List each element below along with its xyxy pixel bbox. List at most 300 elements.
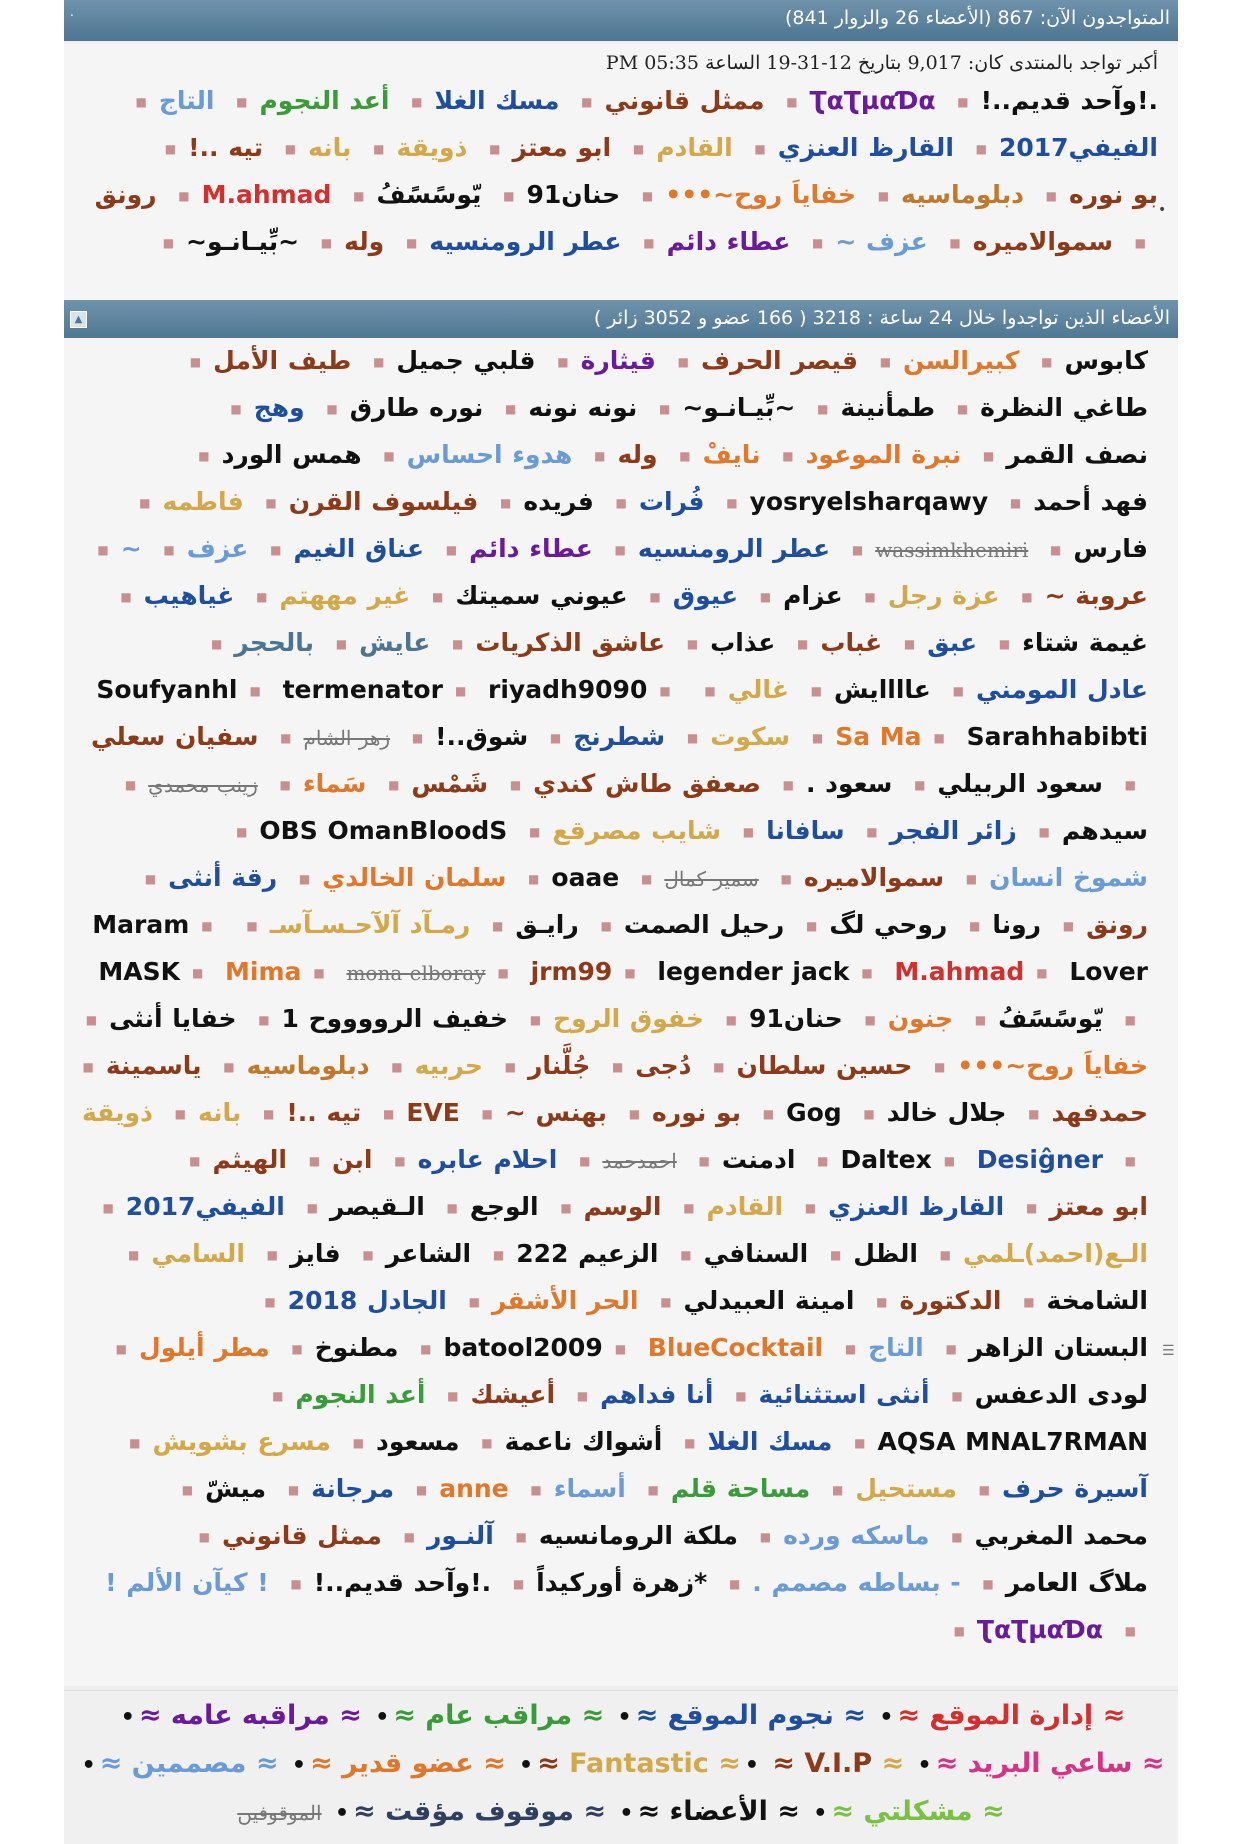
member-link[interactable]: سفيان سعلي [91, 722, 259, 751]
usergroup-label[interactable]: ≈ مشكلتي ≈ [831, 1796, 1005, 1827]
member-link[interactable]: نونه نونه [528, 393, 638, 422]
member-link[interactable]: M.ahmad [894, 957, 1025, 986]
separator-bullet-icon: ■ [1134, 236, 1146, 250]
separator-bullet-icon: ■ [279, 778, 291, 792]
member-link[interactable]: حمدفهد [1051, 1098, 1148, 1127]
member-link[interactable]: صعفق طاش كندي [533, 769, 761, 798]
member-link[interactable]: مستحيل [855, 1474, 957, 1503]
separator-bullet-icon: ■ [829, 1248, 842, 1262]
separator-bullet-icon: ■ [492, 919, 504, 933]
member-link[interactable]: yosryelsharqawy [749, 487, 989, 516]
member-link[interactable]: كابوس [1064, 346, 1148, 375]
separator-bullet-icon: ■ [659, 684, 671, 698]
member-link[interactable]: همس الورد [221, 440, 362, 469]
member-link[interactable]: فيلسوف القرن [288, 487, 479, 516]
today-visitors-title: الأعضاء الذين تواجدوا خلال 24 ساعة : 3218 ( 166 عضو و 3052 زائر ) [593, 307, 1170, 329]
member-link[interactable]: عزف ~ [835, 227, 928, 256]
member-link[interactable]: غباب [820, 628, 883, 657]
member-link[interactable]: ماسكه ورده [783, 1521, 930, 1550]
member-link[interactable]: القادم [656, 133, 733, 162]
member-link[interactable]: امينة العبيدلي [683, 1286, 855, 1315]
separator-bullet-icon: ■ [415, 1483, 428, 1497]
member-link[interactable]: مسرع بشويش [152, 1427, 331, 1456]
member-link[interactable]: Maram [92, 910, 190, 939]
member-link[interactable]: دُجى [635, 1051, 692, 1080]
member-link[interactable]: فريده [523, 487, 594, 516]
member-link[interactable]: قلبي جميل [396, 346, 536, 375]
member-link[interactable]: دبلوماسيه [901, 180, 1024, 209]
member-link[interactable]: رايـق [515, 910, 579, 939]
member-link[interactable]: بالحجر [234, 628, 315, 657]
online-now-panel [64, 44, 1178, 300]
member-link[interactable]: EVE [406, 1098, 460, 1127]
header-dot: . [70, 5, 74, 19]
member-link[interactable]: batool2009 [443, 1333, 603, 1362]
member-link[interactable]: غياهيب [143, 581, 235, 610]
separator-bullet-icon: ■ [528, 872, 540, 886]
legend-separator-dot-icon: • [375, 1705, 390, 1730]
member-link[interactable]: ƮαƮµαƊα [976, 1615, 1103, 1644]
member-link[interactable]: زينب محمدي [148, 773, 258, 797]
member-link[interactable]: نوره طارق [349, 393, 484, 422]
list-icon: ☰ [1162, 1343, 1175, 1359]
member-link[interactable]: الفيفي2017 [125, 1192, 285, 1221]
member-link[interactable]: M.ahmad [201, 180, 332, 209]
separator-bullet-icon: ■ [560, 1201, 572, 1215]
member-link[interactable]: الظل [853, 1239, 918, 1268]
member-link[interactable]: تيه ..! [286, 1098, 362, 1127]
member-link[interactable]: طيف الأمل [213, 346, 352, 375]
member-link[interactable]: عناق الغيم [293, 534, 425, 563]
member-link[interactable]: BlueCocktail [647, 1333, 824, 1362]
member-link[interactable]: الفيفي2017 [998, 133, 1158, 162]
separator-bullet-icon: ■ [468, 1295, 480, 1309]
usergroup-label[interactable]: ≈ Fantastic ≈ [569, 1748, 905, 1779]
usergroup-label[interactable]: ≈ إدارة الموقع ≈ [897, 1700, 1126, 1731]
member-link[interactable]: سعود الربيلي [937, 769, 1103, 798]
member-link[interactable]: عاشق الذكريات [475, 628, 666, 657]
member-link[interactable]: قيثارة [580, 346, 656, 375]
member-link[interactable]: legender jack [657, 957, 850, 986]
separator-bullet-icon: ■ [129, 1436, 141, 1450]
member-link[interactable]: رقة أنثى [168, 863, 278, 892]
legend-separator-dot-icon: • [617, 1705, 632, 1730]
member-link[interactable]: الـقيصر [329, 1192, 425, 1221]
member-link[interactable]: هدوء احساس [406, 440, 573, 469]
separator-bullet-icon: ■ [1124, 1154, 1136, 1168]
separator-bullet-icon: ■ [728, 1577, 741, 1591]
member-link[interactable]: أسماء [553, 1474, 626, 1503]
separator-bullet-icon: ■ [704, 684, 716, 698]
separator-bullet-icon: ■ [726, 496, 738, 510]
usergroup-label[interactable]: ≈ ساعي البريد ≈ [935, 1748, 1165, 1779]
member-link[interactable]: بانه [198, 1098, 242, 1127]
collapse-toggle-icon[interactable]: ▲ [70, 311, 87, 328]
usergroup-label[interactable]: ≈ نجوم الموقع ≈ [635, 1700, 866, 1731]
member-link[interactable]: ƮαƮµαƊα [809, 86, 936, 115]
member-link[interactable]: وله [617, 440, 658, 469]
member-link[interactable]: احمدحمد [602, 1149, 677, 1173]
member-link[interactable]: لودى الدعفس [974, 1380, 1148, 1409]
separator-bullet-icon: ■ [198, 1530, 210, 1544]
member-link[interactable]: Gog [786, 1098, 842, 1127]
member-link[interactable]: بهنس ~ [504, 1098, 607, 1127]
member-link[interactable]: شايب مصرقع [552, 816, 721, 845]
separator-bullet-icon: ■ [864, 590, 876, 604]
legend-separator-dot-icon: • [917, 1753, 932, 1778]
member-link[interactable]: مطنوخ [314, 1333, 399, 1362]
member-link[interactable]: سَماء [302, 769, 367, 798]
member-link[interactable]: anne [439, 1474, 509, 1503]
panel-bullet-icon: • [1158, 202, 1167, 218]
member-link[interactable]: .!وآحد قديم..! [313, 1568, 492, 1597]
separator-bullet-icon: ■ [861, 966, 873, 980]
separator-bullet-icon: ■ [939, 1248, 951, 1262]
separator-bullet-icon: ■ [391, 1060, 403, 1074]
separator-bullet-icon: ■ [817, 1154, 829, 1168]
usergroup-label[interactable]: ≈ الأعضاء ≈ [637, 1796, 800, 1827]
member-link[interactable]: فارس [1073, 534, 1148, 563]
member-link[interactable]: شوق..! [435, 722, 529, 751]
member-link[interactable]: قيصر الحرف [700, 346, 858, 375]
separator-bullet-icon: ■ [647, 1483, 659, 1497]
member-link[interactable]: عطاء دائم [666, 227, 791, 256]
separator-bullet-icon: ■ [335, 637, 348, 651]
member-link[interactable]: خفيف الرووووح 1 [281, 1004, 509, 1033]
separator-bullet-icon: ■ [978, 1483, 991, 1497]
member-link[interactable]: سكوت [710, 722, 791, 751]
member-link[interactable]: Daltex [840, 1145, 932, 1174]
member-link[interactable]: riyadh9090 [488, 675, 648, 704]
member-link[interactable]: نايفْ [702, 440, 761, 469]
member-link[interactable]: وله [344, 227, 385, 256]
member-link[interactable]: عطاء دائم [469, 534, 593, 563]
member-link[interactable]: عطر الرومنسيه [637, 534, 831, 563]
separator-bullet-icon: ■ [759, 590, 772, 604]
separator-bullet-icon: ■ [313, 966, 325, 980]
usergroup-label[interactable]: ≈ V.I.P ≈ [537, 1748, 873, 1779]
member-link[interactable]: رونق [1086, 910, 1148, 939]
member-link[interactable]: الزعيم 222 [516, 1239, 659, 1268]
member-link[interactable]: عطر الرومنسيه [429, 227, 622, 256]
separator-bullet-icon: ■ [863, 1107, 875, 1121]
member-link[interactable]: ابو معتز [512, 133, 612, 162]
usergroup-label[interactable]: ≈ مراقبه عامه ≈ [138, 1700, 362, 1731]
member-link[interactable]: عاااايش [833, 675, 931, 704]
separator-bullet-icon: ■ [223, 1060, 235, 1074]
member-link[interactable]: محمد المغربي [974, 1521, 1148, 1550]
member-link[interactable]: رمـآد آلآحـسـآسـ [269, 910, 471, 939]
member-link[interactable]: ممثل قانوني [221, 1521, 382, 1550]
member-link[interactable]: فهد أحمد [1033, 487, 1148, 516]
member-link[interactable]: أشواك ناعمة [504, 1427, 663, 1456]
member-link[interactable]: Sa Ma [835, 722, 922, 751]
member-link[interactable]: عايش [359, 628, 431, 657]
separator-bullet-icon: ■ [431, 590, 444, 604]
member-link[interactable]: ابن [332, 1145, 373, 1174]
member-link[interactable]: غالي [727, 675, 789, 704]
member-link[interactable]: الهيثم [212, 1145, 287, 1174]
member-link[interactable]: ميشّ [205, 1474, 267, 1503]
member-link[interactable]: Mima [225, 957, 302, 986]
member-link[interactable]: رحيل الصمت [623, 910, 785, 939]
member-link[interactable]: الوجع [469, 1192, 539, 1221]
separator-bullet-icon: ■ [579, 1154, 591, 1168]
separator-bullet-icon: ■ [1009, 496, 1022, 510]
member-link[interactable]: فايز [289, 1239, 341, 1268]
member-link[interactable]: مسك الغلا [707, 1427, 833, 1456]
separator-bullet-icon: ■ [127, 1248, 140, 1262]
separator-bullet-icon: ■ [866, 825, 878, 839]
member-link[interactable]: الوسم [583, 1192, 662, 1221]
member-link[interactable]: روحي لگ [829, 910, 948, 939]
separator-bullet-icon: ■ [1038, 825, 1050, 839]
separator-bullet-icon: ■ [965, 872, 978, 886]
member-link[interactable]: التاج [868, 1333, 924, 1362]
member-link[interactable]: أنثى استثنائية [758, 1380, 930, 1409]
member-link[interactable]: رونا [992, 910, 1042, 939]
member-link[interactable]: الدكتورة [899, 1286, 1002, 1315]
member-link[interactable]: طاغي النظرة [980, 393, 1148, 422]
member-link[interactable]: - بساطه مصمم . [752, 1568, 961, 1597]
separator-bullet-icon: ■ [686, 637, 699, 651]
member-link[interactable]: الـع(احمد)ـلمي [962, 1239, 1148, 1268]
member-link[interactable]: أنا فداهم [600, 1380, 714, 1409]
member-link[interactable]: أعد النجوم [259, 86, 390, 115]
separator-bullet-icon: ■ [489, 142, 501, 156]
member-link[interactable]: القارظ العنزي [828, 1192, 1005, 1221]
member-link[interactable]: رونق [94, 180, 157, 209]
member-link[interactable]: حنان91 [526, 180, 621, 209]
member-link[interactable]: ذويقة [82, 1098, 153, 1127]
separator-bullet-icon: ■ [759, 1530, 772, 1544]
member-link[interactable]: جلال خالد [886, 1098, 1007, 1127]
separator-bullet-icon: ■ [263, 1107, 275, 1121]
member-link[interactable]: السامي [151, 1239, 245, 1268]
member-link[interactable]: احلام عابره [417, 1145, 558, 1174]
member-link[interactable]: التاج [158, 86, 215, 115]
member-link[interactable]: نصف القمر [1006, 440, 1148, 469]
member-link[interactable]: أعيشك [470, 1380, 556, 1409]
member-link[interactable]: دبلوماسيه [246, 1051, 370, 1080]
member-link[interactable]: مسعود [375, 1427, 460, 1456]
member-link[interactable]: مطر أيلول [139, 1333, 270, 1362]
member-link[interactable]: زائر الفجر [889, 816, 1017, 845]
member-link[interactable]: وهج [253, 393, 305, 422]
member-link[interactable]: خفوق الروح [553, 1004, 704, 1033]
today-members-list [70, 338, 1148, 1654]
member-link[interactable]: أعد النجوم [295, 1380, 426, 1409]
separator-bullet-icon: ■ [804, 1201, 817, 1215]
separator-bullet-icon: ■ [499, 496, 512, 510]
separator-bullet-icon: ■ [713, 1060, 725, 1074]
separator-bullet-icon: ■ [943, 1154, 956, 1168]
member-link[interactable]: سعود . [805, 769, 893, 798]
separator-bullet-icon: ■ [102, 1201, 114, 1215]
legend-separator-dot-icon: • [619, 1801, 634, 1826]
member-link[interactable]: عيوق [672, 581, 739, 610]
member-link[interactable]: ~بِّيـانـو~ [682, 393, 796, 422]
separator-bullet-icon: ■ [405, 236, 418, 250]
member-link[interactable]: *زهرة أوركيداً [536, 1568, 708, 1597]
separator-bullet-icon: ■ [982, 1577, 994, 1591]
member-link[interactable]: ممثل قانوني [604, 86, 765, 115]
member-link[interactable]: غيمة شتاء [1022, 628, 1148, 657]
separator-bullet-icon: ■ [903, 637, 916, 651]
separator-bullet-icon: ■ [373, 355, 385, 369]
member-link[interactable]: يّوسًسًفُ [998, 1004, 1103, 1033]
member-link[interactable]: شموخ انسان [989, 863, 1148, 892]
separator-bullet-icon: ■ [403, 1530, 415, 1544]
member-link[interactable]: jrm99 [530, 957, 613, 986]
member-link[interactable]: خفاياَ روح~••• [665, 180, 856, 209]
member-link[interactable]: Desiĝner [976, 1145, 1103, 1174]
separator-bullet-icon: ■ [786, 95, 798, 109]
member-link[interactable]: مسك الغلا [434, 86, 560, 115]
member-link[interactable]: Soufyanhl [96, 675, 238, 704]
member-link[interactable]: termenator [282, 675, 443, 704]
separator-bullet-icon: ■ [949, 236, 961, 250]
member-link[interactable]: oaae [551, 863, 620, 892]
separator-bullet-icon: ■ [420, 1342, 432, 1356]
member-link[interactable]: عروبة ~ [1044, 581, 1148, 610]
separator-bullet-icon: ■ [1045, 189, 1058, 203]
member-link[interactable]: الشامخة [1046, 1286, 1148, 1315]
usergroup-label[interactable]: ≈ مراقب عام ≈ [393, 1700, 605, 1731]
member-link[interactable]: عيوني سميتك [455, 581, 628, 610]
separator-bullet-icon: ■ [270, 543, 282, 557]
separator-bullet-icon: ■ [974, 1013, 987, 1027]
member-link[interactable]: طمأنينة [840, 393, 936, 422]
separator-bullet-icon: ■ [481, 1107, 493, 1121]
member-link[interactable]: القارظ العنزي [777, 133, 954, 162]
member-link[interactable]: كبيرالسن [903, 346, 1020, 375]
member-link[interactable]: سيدهم [1061, 816, 1148, 845]
member-link[interactable]: زهر الشام [303, 726, 391, 750]
member-link[interactable]: حربيه [414, 1051, 483, 1080]
separator-bullet-icon: ■ [844, 1342, 857, 1356]
member-link[interactable]: جُلَّنار [528, 1051, 591, 1080]
member-link[interactable]: سموالاميره [972, 227, 1113, 256]
member-link[interactable]: ملاگ العامر [1005, 1568, 1148, 1597]
member-link[interactable]: عادل المومني [975, 675, 1148, 704]
member-link[interactable]: الحر الأشقر [491, 1286, 639, 1315]
member-link[interactable]: عبق [927, 628, 978, 657]
member-link[interactable]: بو نوره [1069, 180, 1158, 209]
separator-bullet-icon: ■ [877, 189, 890, 203]
member-link[interactable]: مرجانة [311, 1474, 395, 1503]
member-link[interactable]: wassimkhemiri [875, 538, 1029, 562]
separator-bullet-icon: ■ [82, 1060, 94, 1074]
usergroup-label[interactable]: ≈ عضو قدير ≈ [309, 1748, 506, 1779]
separator-bullet-icon: ■ [515, 1530, 527, 1544]
member-link[interactable]: الجادل 2018 [287, 1286, 447, 1315]
member-link[interactable]: سمير كمال [664, 867, 759, 891]
member-link[interactable]: الشاعر [385, 1239, 472, 1268]
member-link[interactable]: عزة رجل [887, 581, 1000, 610]
today-visitors-header [64, 300, 1178, 341]
member-link[interactable]: سموالاميره [803, 863, 945, 892]
separator-bullet-icon: ■ [1025, 1201, 1038, 1215]
member-link[interactable]: AQSA MNAL7RMAN [877, 1427, 1148, 1456]
member-link[interactable]: نبرة الموعود [805, 440, 962, 469]
member-link[interactable]: آلنـور [426, 1521, 494, 1550]
member-link[interactable]: يّوسًسًفُ [376, 180, 482, 209]
member-link[interactable]: MASK [98, 957, 180, 986]
member-link[interactable]: سافانا [766, 816, 845, 845]
member-link[interactable]: سلمان الخالدي [322, 863, 507, 892]
separator-bullet-icon: ■ [879, 355, 892, 369]
member-link[interactable]: القادم [706, 1192, 784, 1221]
separator-bullet-icon: ■ [806, 919, 818, 933]
separator-bullet-icon: ■ [957, 95, 969, 109]
member-link[interactable]: ابو معتز [1049, 1192, 1148, 1221]
member-link[interactable]: فُرات [638, 487, 705, 516]
member-link[interactable]: تيه ..! [188, 133, 263, 162]
usergroup-label[interactable]: الموقوفين [237, 1801, 322, 1825]
separator-bullet-icon: ■ [411, 95, 423, 109]
member-link[interactable]: ~ [120, 534, 142, 563]
member-link[interactable]: خفاياَ روح~••• [957, 1051, 1148, 1080]
separator-bullet-icon: ■ [256, 590, 268, 604]
member-link[interactable]: .!وآحد قديم..! [980, 86, 1158, 115]
member-link[interactable]: mona elboray [346, 961, 486, 985]
whos-online-section [64, 0, 1178, 1844]
member-link[interactable]: جنون [887, 1004, 954, 1033]
separator-bullet-icon: ■ [394, 1154, 406, 1168]
separator-bullet-icon: ■ [594, 449, 606, 463]
member-link[interactable]: عزام [783, 581, 843, 610]
separator-bullet-icon: ■ [864, 1013, 876, 1027]
member-link[interactable]: غير مههتم [279, 581, 411, 610]
member-link[interactable]: عذاب [710, 628, 776, 657]
separator-bullet-icon: ■ [320, 236, 333, 250]
member-link[interactable]: شَمْس [411, 769, 489, 798]
member-link[interactable]: فاطمه [162, 487, 244, 516]
member-link[interactable]: حنان91 [748, 1004, 843, 1033]
member-link[interactable]: السنافي [703, 1239, 809, 1268]
member-link[interactable]: حسين سلطان [736, 1051, 913, 1080]
usergroup-label[interactable]: ≈ موقوف مؤقت ≈ [353, 1796, 607, 1827]
member-link[interactable]: آسيرة حرف [1002, 1474, 1148, 1503]
separator-bullet-icon: ■ [504, 1060, 516, 1074]
separator-bullet-icon: ■ [628, 1107, 641, 1121]
member-link[interactable]: ياسمينة [105, 1051, 202, 1080]
member-link[interactable]: البستان الزاهر [968, 1333, 1148, 1362]
member-link[interactable]: بانه [308, 133, 352, 162]
member-link[interactable]: Lover [1069, 957, 1148, 986]
member-link[interactable]: Sarahhabibti [966, 722, 1148, 751]
member-link[interactable]: شطرنج [573, 722, 666, 751]
member-link[interactable]: ! كيآن الألم ! [105, 1568, 269, 1597]
member-link[interactable]: ذويقة [396, 133, 468, 162]
separator-bullet-icon: ■ [632, 142, 645, 156]
separator-bullet-icon: ■ [97, 543, 109, 557]
member-link[interactable]: بو نوره [652, 1098, 742, 1127]
member-link[interactable]: OBS OmanBloodS [259, 816, 508, 845]
member-link[interactable]: خفايا أنثى [109, 1004, 237, 1033]
usergroup-label[interactable]: ≈ مصممين ≈ [99, 1748, 279, 1779]
separator-bullet-icon: ■ [677, 355, 689, 369]
separator-bullet-icon: ■ [660, 1295, 672, 1309]
member-link[interactable]: مساحة قلم [670, 1474, 811, 1503]
separator-bullet-icon: ■ [512, 1577, 525, 1591]
member-link[interactable]: ملكة الرومانسيه [538, 1521, 739, 1550]
member-link[interactable]: عزف [186, 534, 249, 563]
member-link[interactable]: ادمنت [721, 1145, 796, 1174]
member-link[interactable]: ~بِّيـانـو~ [186, 227, 300, 256]
separator-bullet-icon: ■ [812, 236, 824, 250]
